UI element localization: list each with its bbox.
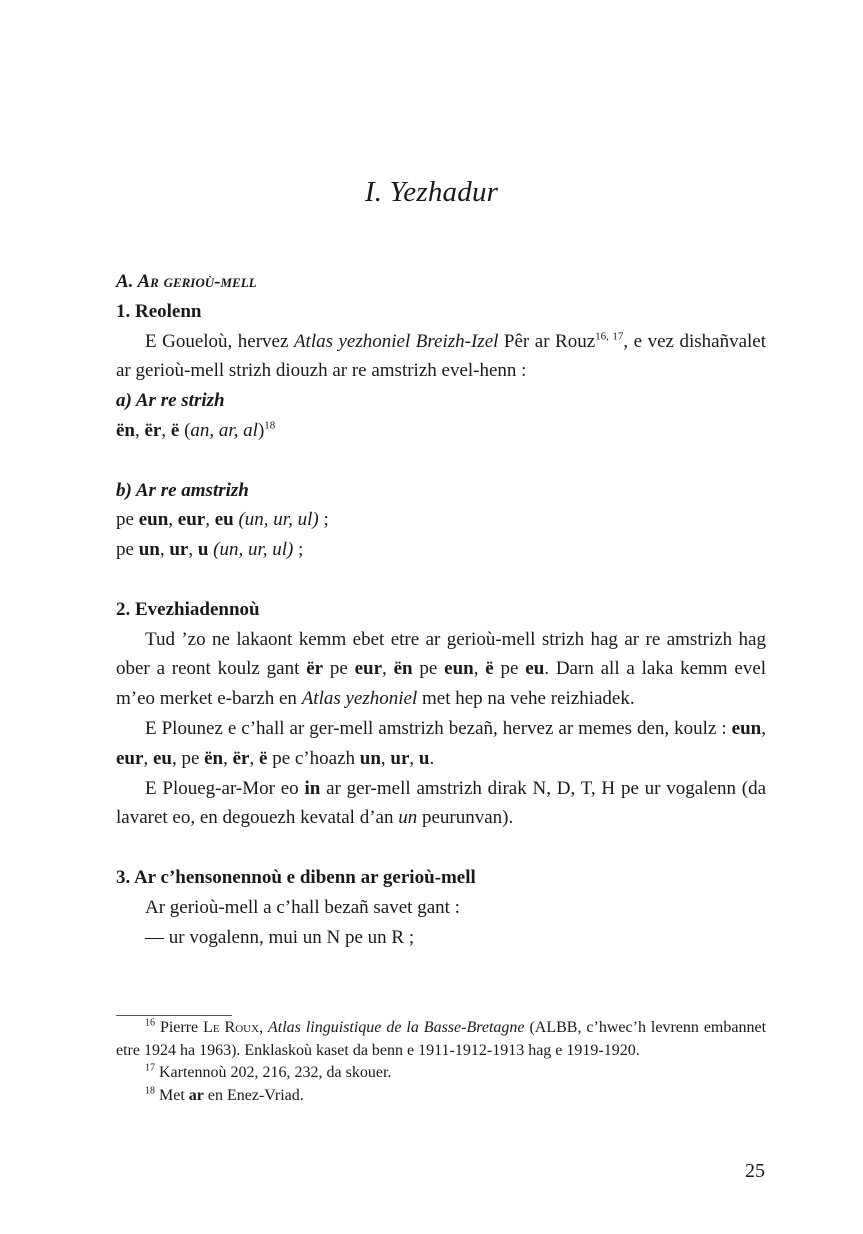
subheading-a: a) Ar re strizh bbox=[116, 390, 225, 412]
paragraph-3: E Plounez e c’hall ar ger-mell amstrizh bezañ, hervez ar memes den, koulz : eun, eur, eu, pe ën, ër, ë pe c’hoazh un, ur, u. bbox=[116, 717, 766, 769]
strict-articles-line: ën, ër, ë (an, ar, al)$^{18}$ bbox=[116, 419, 276, 441]
page-number: 25 bbox=[745, 1160, 765, 1182]
loose-articles-line-2: pe un, ur, u (un, ur, ul) ; bbox=[116, 539, 304, 561]
section-1-heading: 1. Reolenn bbox=[116, 300, 202, 322]
section-3-heading: 3. Ar c’hensonennoù e dibenn ar gerioù-mell bbox=[116, 866, 476, 888]
chapter-title: I. Yezhadur bbox=[364, 176, 499, 208]
paragraph-1: E Goueloù, hervez Atlas yezhoniel Breizh-Izel Pêr ar Rouz$^{16, 17}$, e vez dishañvalet ar gerioù-mell strizh diouzh ar re amstrizh evel-henn : bbox=[116, 330, 766, 382]
section-3-line-1: Ar gerioù-mell a c’hall bezañ savet gant : bbox=[145, 896, 460, 918]
main-text bbox=[116, 267, 766, 952]
section-a-heading: A. Ar gerioù-mell bbox=[116, 271, 257, 292]
footnote-18: $^{18}$ Met ar en Enez-Vriad. bbox=[145, 1085, 304, 1104]
footnote-16: $^{16}$ Pierre Le Roux, Atlas linguistique de la Basse-Bretagne (ALBB, c’hwec’h levrenn embannet etre 1924 ha 1963). Enklaskoù kaset da benn e 1911-1912-1913 hag e 1919-1920. bbox=[116, 1017, 767, 1059]
footnote-divider bbox=[116, 1015, 232, 1016]
paragraph-2: Tud ’zo ne lakaont kemm ebet etre ar gerioù-mell strizh hag ar re amstrizh hag ober a reont koulz gant ër pe eur, ën pe eun, ë pe eu. Darn all a laka kemm evel m’eo merket e-barzh en Atlas yezhoniel met hep na vehe reizhiadek. bbox=[116, 628, 767, 710]
section-3-line-2: — ur vogalenn, mui un N pe un R ; bbox=[145, 926, 415, 948]
footnotes bbox=[116, 1017, 766, 1107]
footnote-17: $^{17}$ Kartennoù 202, 216, 232, da skouer. bbox=[145, 1062, 392, 1081]
paragraph-4: E Ploueg-ar-Mor eo in ar ger-mell amstrizh dirak N, D, T, H pe ur vogalenn (da lavaret eo, en degouezh kevatal d’an un peurunvan). bbox=[116, 777, 766, 829]
loose-articles-line-1: pe eun, eur, eu (un, ur, ul) ; bbox=[116, 509, 329, 531]
section-2-heading: 2. Evezhiadennoù bbox=[116, 598, 260, 620]
subheading-b: b) Ar re amstrizh bbox=[116, 479, 249, 501]
